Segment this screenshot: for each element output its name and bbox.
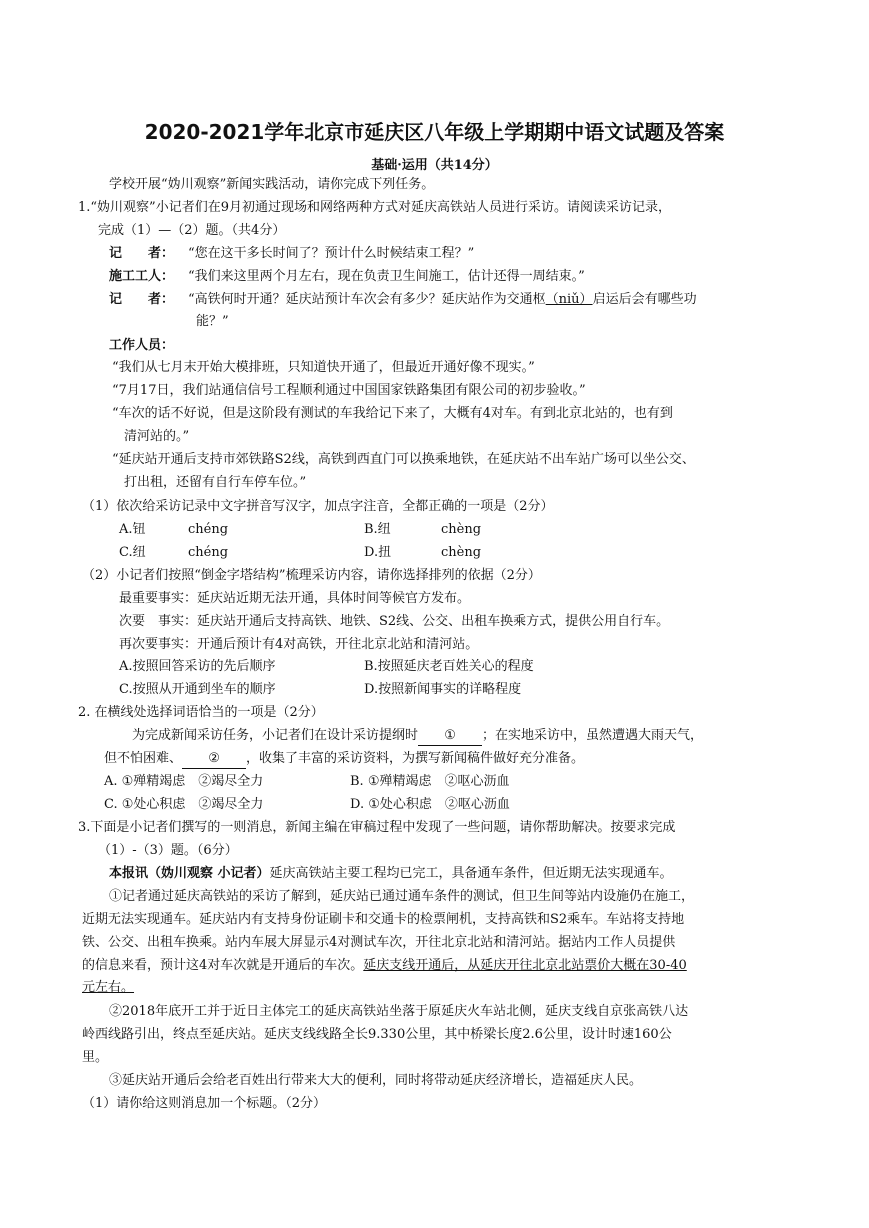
page-title: 2020-2021学年北京市延庆区八年级上学期期中语文试题及答案: [144, 120, 725, 144]
q1-sub1-option-b-pinyin: chèng: [441, 522, 482, 537]
q1-sub1-stem: （1）依次给采访记录中文字拼音写汉字，加点字注音，全都正确的一项是（2分）: [82, 499, 554, 514]
worker-answer: “我们来这里两个月左右，现在负责卫生间施工，估计还得一周结束。”: [188, 269, 585, 284]
reporter-question-1: “您在这干多长时间了？预计什么时候结束工程？”: [188, 246, 475, 261]
news-dateline: 本报讯（妫川观察 小记者）: [109, 866, 270, 881]
q2-option-a: A. ①殚精竭虑 ②竭尽全力: [104, 774, 264, 789]
news-p3: ③延庆站开通后会给老百姓出行带来大大的便利，同时将带动延庆经济增长，造福延庆人民。: [109, 1073, 643, 1088]
q2-line-2: 但不怕困难、 ② ，收集了丰富的采访资料，为撰写新闻稿件做好充分准备。: [104, 750, 584, 769]
staff-line-4: 清河站的。”: [124, 429, 190, 444]
blank-1: ①: [418, 727, 482, 746]
news-lead: 本报讯（妫川观察 小记者）延庆高铁站主要工程均已完工，具备通车条件，但近期无法实现通车。: [109, 866, 673, 881]
q1-sub1-option-b: B.纽: [364, 522, 391, 537]
speaker-reporter: 记 者：: [109, 246, 175, 261]
staff-line-6: 打出租，还留有自行车停车位。”: [124, 475, 307, 490]
q3-sub1-stem: （1）请你给这则消息加一个标题。（2分）: [82, 1096, 327, 1111]
speaker-reporter-2: 记 者：: [109, 292, 175, 307]
staff-line-5: “延庆站开通后支持市郊铁路S2线，高铁到西直门可以换乘地铁，在延庆站不出车站广场可以坐公交、: [112, 452, 695, 467]
reporter-question-2-end: 能？”: [196, 314, 229, 329]
q1-sub1-option-a-pinyin: chéng: [188, 522, 229, 537]
section-heading: 基础·运用（共14分）: [371, 158, 498, 173]
q1-sub2-option-a: A.按照回答采访的先后顺序: [119, 659, 276, 674]
reporter-question-2: “高铁何时开通？延庆站预计车次会有多少？延庆站作为交通枢（niǔ）启运后会有哪些功: [188, 292, 697, 307]
q1-sub1-option-c: C.纽: [119, 545, 146, 560]
q3-stem-line2: （1）-（3）题。（6分）: [98, 843, 238, 858]
q1-sub2-option-b: B.按照延庆老百姓关心的程度: [364, 659, 534, 674]
q1-sub2-stem: （2）小记者们按照“倒金字塔结构”梳理采访内容，请你选择排列的依据（2分）: [82, 568, 541, 583]
intro-text: 学校开展“妫川观察”新闻实践活动，请你完成下列任务。: [109, 177, 435, 192]
blank-2: ②: [182, 750, 246, 769]
q3-stem-line1: 3.下面是小记者们撰写的一则消息，新闻主编在审稿过程中发现了一些问题，请你帮助解决。按要求完成: [78, 820, 676, 835]
q2-line-1: 为完成新闻采访任务，小记者们在设计采访提纲时 ① ；在实地采访中，虽然遭遇大雨天气，: [132, 727, 703, 746]
news-p2-line3: 里。: [82, 1050, 109, 1065]
fact-less-important: 再次要事实：开通后预计有4对高铁，开往北京北站和清河站。: [119, 637, 479, 652]
news-p1-line3: 铁、公交、出租车换乘。站内车展大屏显示4对测试车次，开往北京北站和清河站。据站内工作人员提供: [82, 935, 676, 950]
q1-sub2-option-d: D.按照新闻事实的详略程度: [364, 682, 522, 697]
pinyin-niu: （niǔ）: [545, 292, 593, 307]
q1-sub1-option-d: D.扭: [364, 545, 392, 560]
q1-sub1-option-d-pinyin: chèng: [441, 545, 482, 560]
news-p2-line2: 岭西线路引出，终点至延庆站。延庆支线线路全长9.330公里，其中桥梁长度2.6公里，设计时速160公: [82, 1027, 672, 1042]
news-p1-line1: ①记者通过延庆高铁站的采访了解到，延庆站已通过通车条件的测试，但卫生间等站内设施仍在施工，: [109, 889, 695, 904]
q1-stem-line2: 完成（1）—（2）题。（共4分）: [98, 223, 286, 238]
fact-most-important: 最重要事实：延庆站近期无法开通，具体时间等候官方发布。: [119, 591, 471, 606]
q2-option-d: D. ①处心积虑 ②呕心沥血: [350, 797, 510, 812]
q1-sub2-option-c: C.按照从开通到坐车的顺序: [119, 682, 276, 697]
underlined-sentence-end: 元左右。: [82, 980, 135, 995]
fact-secondary: 次要 事实：延庆站开通后支持高铁、地铁、S2线、公交、出租车换乘方式，提供公用自行车。: [119, 614, 670, 629]
news-p1-line2: 近期无法实现通车。延庆站内有支持身份证刷卡和交通卡的检票闸机，支持高铁和S2乘车。车站将支持地: [82, 912, 685, 927]
speaker-worker: 施工工人：: [109, 269, 175, 284]
staff-line-2: “7月17日，我们站通信信号工程顺利通过中国国家铁路集团有限公司的初步验收。”: [112, 383, 586, 398]
staff-line-3: “车次的话不好说，但是这阶段有测试的车我给记下来了，大概有4对车。有到北京北站的，也有到: [112, 406, 673, 421]
q1-sub1-option-a: A.钮: [119, 522, 146, 537]
staff-line-1: “我们从七月末开始大模排班，只知道快开通了，但最近开通好像不现实。”: [112, 360, 535, 375]
news-p2-line1: ②2018年底开工并于近日主体完工的延庆高铁站坐落于原延庆火车站北侧，延庆支线自京张高铁八达: [109, 1004, 689, 1019]
q1-stem-line1: 1.“妫川观察”小记者们在9月初通过现场和网络两种方式对延庆高铁站人员进行采访。请阅读采访记录，: [78, 200, 671, 215]
q1-sub1-option-c-pinyin: chéng: [188, 545, 229, 560]
underlined-sentence: 延庆支线开通后，从延庆开往北京北站票价大概在30-40: [363, 958, 687, 973]
q2-option-c: C. ①处心积虑 ②竭尽全力: [104, 797, 264, 812]
q2-option-b: B. ①殚精竭虑 ②呕心沥血: [350, 774, 510, 789]
q2-stem: 2. 在横线处选择词语恰当的一项是（2分）: [78, 705, 324, 720]
speaker-staff: 工作人员：: [109, 338, 175, 353]
news-p1-line4: 的信息来看，预计这4对车次就是开通后的车次。延庆支线开通后，从延庆开往北京北站票价大概在30-40: [82, 958, 687, 973]
